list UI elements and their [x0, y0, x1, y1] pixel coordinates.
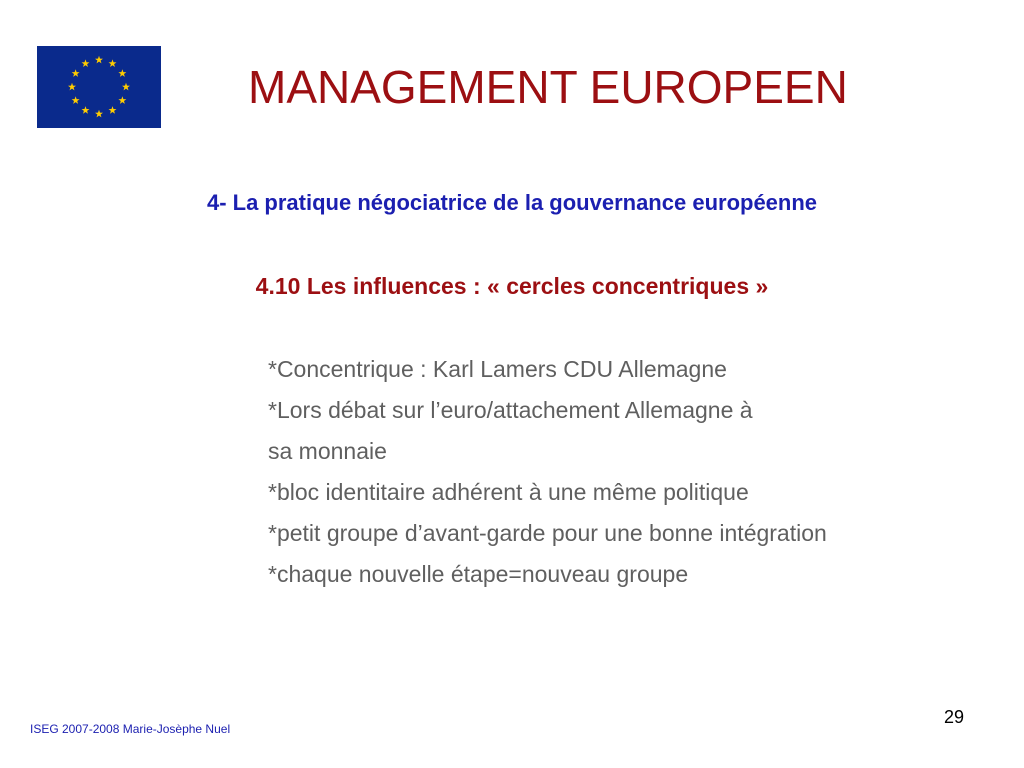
bullet-item: *bloc identitaire adhérent à une même politique	[268, 479, 749, 505]
page-number: 29	[943, 707, 964, 727]
bullet-item: *petit groupe d’avant-garde pour une bonne intégration	[268, 520, 827, 546]
slide-title: MANAGEMENT EUROPEEN	[248, 61, 848, 113]
subsection-heading: 4.10 Les influences : « cercles concentriques »	[255, 273, 769, 299]
footer-text: ISEG 2007-2008 Marie-Josèphe Nuel	[30, 722, 231, 736]
bullet-item: *chaque nouvelle étape=nouveau groupe	[268, 561, 689, 587]
bullet-item: sa monnaie	[268, 438, 387, 464]
eu-flag-icon	[37, 46, 161, 128]
section-heading: 4- La pratique négociatrice de la gouvernance européenne	[206, 190, 818, 215]
bullet-item: *Lors débat sur l’euro/attachement Allemagne à	[268, 397, 753, 423]
bullet-list	[268, 353, 827, 599]
bullet-item: *Concentrique : Karl Lamers CDU Allemagne	[268, 356, 727, 382]
